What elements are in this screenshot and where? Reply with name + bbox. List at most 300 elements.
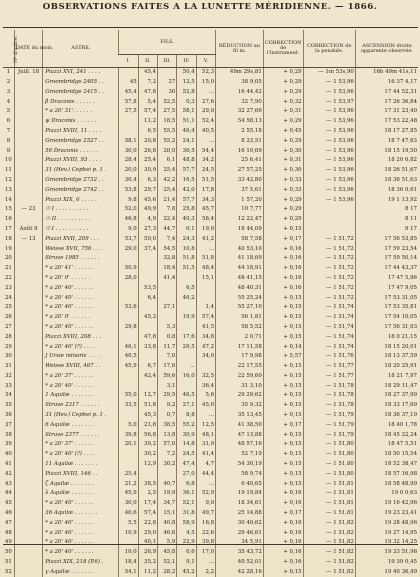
row-correction-pendule: — 1 51,81 [303,509,355,519]
row-fil-4: 19,9 [177,313,196,323]
row-fil-4: 17,6 [177,333,196,343]
row-date [14,254,42,264]
row-correction-instrument: + 0,33 [263,186,303,196]
row-number: 12 [3,176,14,186]
row-correction-instrument: + 0,29 [263,68,303,78]
row-astre: Groombridge 2415 . . [43,88,119,98]
row-fil-2: 11,2 [138,117,157,127]
row-astre: Groombridge 2527 . . [43,137,119,147]
row-reduction: 58 7,58 [216,235,264,245]
row-fil-4: 31,8 [177,509,196,519]
row-ascension: 19 0 0,63 [355,489,418,499]
row-reduction: 58 5,52 [216,323,264,333]
row-ascension: 17 53 35,81 [355,303,418,313]
row-fil-5: ... [196,244,215,254]
row-correction-instrument: + 0,15 [263,411,303,421]
row-ascension: 17 47 9,05 [355,284,418,294]
row-date [14,450,42,460]
row-number: 22 [3,274,14,284]
row-fil-4: 40,3 [177,215,196,225]
row-fil-3: 55,5 [158,127,177,137]
row-correction-instrument: + 0,17 [263,509,303,519]
row-astre: ☉ I . . . . . . . . . . [43,225,119,235]
row-fil-2 [138,254,157,264]
row-fil-3: 7,2 [158,450,177,460]
row-number: 38 [3,430,14,440]
row-reduction: 56 1,81 [216,313,264,323]
row-fil-1 [119,254,138,264]
row-fil-1: 52,0 [119,205,138,215]
row-correction-pendule: — 1 51,82 [303,568,355,577]
row-fil-1: 45 [119,78,138,88]
row-number: 8 [3,137,14,147]
row-fil-2: 53,5 [138,284,157,294]
row-correction-pendule: — 1 51,72 [303,235,355,245]
row-fil-4 [177,323,196,333]
row-fil-3: 28,2 [158,568,177,577]
row-fil-5: 24,5 [196,166,215,176]
row-number: 19 [3,244,14,254]
row-fil-3 [158,293,177,303]
row-fil-1: 53,7 [119,235,138,245]
row-astre: * a 20' 40' . . . . . . [43,528,119,538]
row-correction-pendule: — 1 53,96 [303,176,355,186]
row-correction-instrument: + 0,15 [263,401,303,411]
header-ascension: ASCENSION droite apparente observée. [355,30,418,68]
row-fil-4: 46,5 [177,391,196,401]
row-fil-1: 40,6 [119,509,138,519]
row-astre: * a 20' 40' . . . . . . [43,499,119,509]
row-number: 21 [3,264,14,274]
row-correction-pendule: — 1 51,72 [303,293,355,303]
row-correction-instrument: + 5,57 [263,352,303,362]
row-ascension: 19 28 48,96 [355,519,418,529]
row-fil-1: 5,5 [119,519,138,529]
row-fil-2: 37,4 [138,244,157,254]
table-row [3,333,418,343]
row-fil-4: 30,9 [177,430,196,440]
row-correction-pendule [303,215,355,225]
row-correction-instrument: + 0,16 [263,284,303,294]
row-reduction: 49m 29s,81 [216,68,264,78]
row-ascension: 19 16 42,96 [355,499,418,509]
row-reduction: 48 57,16 [216,440,264,450]
header-astre: ASTRE. [43,30,119,68]
table-row [3,470,418,480]
row-fil-3: 30 [158,88,177,98]
row-date [14,137,42,147]
row-fil-2 [138,264,157,274]
row-correction-pendule: — 1 51,74 [303,313,355,323]
row-fil-5: 41,5 [196,323,215,333]
row-date [14,568,42,577]
row-astre: Piazzi XVIII, 11 . . . . [43,127,119,137]
row-fil-1: 30,4 [119,176,138,186]
row-date [14,293,42,303]
row-fil-3: 34,7 [158,499,177,509]
row-ascension: 17 44 52,31 [355,88,418,98]
row-number: 17 [3,225,14,235]
row-date [14,362,42,372]
table-row [3,558,418,568]
row-astre: Groombridge 2732 . . [43,176,119,186]
row-fil-5: 19,0 [196,225,215,235]
row-correction-instrument: + 0,30 [263,146,303,156]
table-row [3,323,418,333]
row-fil-4: 0,3 [177,97,196,107]
row-reduction: 37 5,61 [216,186,264,196]
row-fil-3: 7,0 [158,352,177,362]
row-date [14,166,42,176]
row-correction-instrument: + 0,16 [263,499,303,509]
row-fil-3: 5,3 [158,323,177,333]
row-fil-4 [177,303,196,313]
row-correction-pendule: — 1 51,72 [303,274,355,284]
row-fil-2: 50,0 [138,235,157,245]
row-fil-1 [119,284,138,294]
row-fil-4: 8,8 [177,411,196,421]
row-astre: * a 20' 40' . . . . . . [43,284,119,294]
row-fil-5: 29,0 [196,107,215,117]
row-number: 42 [3,470,14,480]
row-fil-2: 47,8 [138,88,157,98]
row-correction-pendule: — 1 53,96 [303,156,355,166]
row-ascension: 18 26 51,67 [355,166,418,176]
row-fil-1 [119,460,138,470]
row-fil-2 [138,382,157,392]
row-reduction: 12 22,47 [216,215,264,225]
row-date [14,264,42,274]
row-reduction: 16 10,69 [216,146,264,156]
row-correction-instrument: + 0,15 [263,303,303,313]
table-row [3,352,418,362]
table-row [3,391,418,401]
row-astre: * a 20' 40' . . . . . . [43,323,119,333]
row-correction-instrument: + 0,16 [263,558,303,568]
row-correction-instrument: + 0,16 [263,548,303,558]
row-date [14,176,42,186]
row-fil-2: 6,5 [138,127,157,137]
row-fil-4: 16,0 [177,372,196,382]
row-fil-2: 21,8 [138,421,157,431]
row-correction-pendule: — 1 51,80 [303,470,355,480]
row-fil-5: 1,4 [196,303,215,313]
row-correction-pendule: — 1 53,96 [303,117,355,127]
row-fil-5: 34,2 [196,156,215,166]
row-number: 25 [3,303,14,313]
header-number: Nº d'ordre. [3,30,14,68]
row-fil-5: ... [196,479,215,489]
row-fil-1: 53,6 [119,303,138,313]
row-ascension: 9 17 [355,225,418,235]
row-fil-4: 0,1 [177,225,196,235]
table-row [3,127,418,137]
row-fil-2: 5,4 [138,97,157,107]
row-astre: * a 20' 40' (?) . . . . [43,342,119,352]
header-correction-pendule: CORRECTION de la pendule. [303,30,355,68]
row-date [14,548,42,558]
row-correction-instrument: + 0,15 [263,430,303,440]
row-ascension: 16 37 4,17 [355,78,418,88]
table-row [3,186,418,196]
row-fil-3: 32,8 [158,254,177,264]
row-fil-5: 52,9 [196,489,215,499]
row-number: 5 [3,107,14,117]
row-correction-instrument: + 0,15 [263,333,303,343]
row-reduction: 44 18,91 [216,264,264,274]
row-fil-2: 47,8 [138,333,157,343]
row-reduction: 35 43,72 [216,548,264,558]
row-reduction: 2 55,18 [216,127,264,137]
table-row [3,362,418,372]
row-fil-2: 45,3 [138,411,157,421]
row-fil-4: 12,5 [177,78,196,88]
table-row [3,117,418,127]
row-correction-instrument: + 0,16 [263,528,303,538]
header-fil-5: V. [196,55,215,68]
row-reduction: 54 58,13 [216,117,264,127]
row-fil-2: 11,2 [138,568,157,577]
row-correction-instrument: + 0,15 [263,460,303,470]
row-fil-3: 17,6 [158,362,177,372]
row-number: 16 [3,215,14,225]
table-row [3,146,418,156]
row-number: 33 [3,382,14,392]
row-fil-2: 22,8 [138,519,157,529]
row-fil-4: 10,8 [177,244,196,254]
row-correction-pendule: — 1 51,72 [303,244,355,254]
row-fil-5: 58,4 [196,215,215,225]
row-correction-pendule: — 1 51,82 [303,528,355,538]
row-fil-5: ... [196,88,215,98]
row-fil-1 [119,127,138,137]
row-correction-instrument: + 0,15 [263,323,303,333]
row-astre: ☉ I . . . . . . . . . . [43,205,119,215]
row-fil-2: 7,2 [138,78,157,88]
row-ascension: 18 15 19,50 [355,146,418,156]
row-number: 50 [3,548,14,558]
table-row [3,382,418,392]
row-correction-instrument: + 0,15 [263,450,303,460]
row-ascension: 16h 49m 41s,11 [355,68,418,78]
row-date: Août 9 [14,225,42,235]
row-date [14,323,42,333]
row-fil-3: 5,9 [158,538,177,548]
row-reduction: 32 27,66 [216,107,264,117]
row-astre: Piazzi XVI, 241 . . . . [43,68,119,78]
row-fil-1 [119,68,138,78]
row-fil-1 [119,450,138,460]
row-astre: Piazzi XVII, 209 . . . [43,235,119,245]
row-number: 6 [3,117,14,127]
row-correction-pendule: — 1 51,77 [303,372,355,382]
row-reduction: 18 44,09 [216,225,264,235]
row-fil-3: 9,2 [158,401,177,411]
row-fil-2: 26,8 [138,146,157,156]
row-fil-4: 6,8 [177,479,196,489]
row-fil-2: 26,9 [138,548,157,558]
row-fil-5: 51,8 [196,254,215,264]
row-fil-4: 0,6 [177,548,196,558]
table-row [3,68,418,78]
row-fil-2 [138,470,157,480]
row-date [14,382,42,392]
row-fil-3: 46,6 [158,528,177,538]
row-fil-3: 29,5 [158,391,177,401]
row-correction-pendule [303,205,355,215]
row-ascension: 18 33 17,69 [355,401,418,411]
row-number: 31 [3,362,14,372]
row-astre: Struve 2317 . . . . . . [43,401,119,411]
row-correction-pendule: — 1 51,79 [303,430,355,440]
row-ascension: 18 17 27,85 [355,127,418,137]
row-astre: 36 Aquilæ . . . . . . . [43,509,119,519]
table-row [3,411,418,421]
row-correction-instrument: + 0,16 [263,264,303,274]
row-ascension: 19 1 13,92 [355,195,418,205]
row-fil-2: 39,2 [138,440,157,450]
row-fil-1: 45,4 [119,88,138,98]
row-fil-1: 45,9 [119,362,138,372]
row-correction-pendule: — 1 53,96 [303,127,355,137]
row-number: 48 [3,528,14,538]
row-correction-instrument: + 0,15 [263,382,303,392]
row-fil-3: 52,1 [158,558,177,568]
row-fil-5: 48,4 [196,264,215,274]
row-fil-5: 5,6 [196,391,215,401]
row-fil-3: 11,7 [158,342,177,352]
row-fil-3: 38,5 [158,421,177,431]
row-fil-5: 32,5 [196,372,215,382]
row-reduction: 29 29,62 [216,391,264,401]
row-number: 44 [3,489,14,499]
table-row [3,284,418,294]
row-date [14,244,42,254]
table-row [3,264,418,274]
row-number: 47 [3,519,14,529]
row-fil-4: 25,8 [177,205,196,215]
row-number: 52 [3,568,14,577]
row-fil-5: 9,0 [196,499,215,509]
row-fil-3: 0,7 [158,411,177,421]
row-fil-2: 17,4 [138,499,157,509]
row-astre: Weisse XVII, 756 . . . [43,244,119,254]
row-date [14,284,42,294]
row-fil-4: 27,0 [177,470,196,480]
row-fil-2: 40,1 [138,538,157,548]
row-reduction: 41 18,69 [216,254,264,264]
row-ascension: 17 53 22,48 [355,117,418,127]
row-ascension: 17 47 5,86 [355,274,418,284]
row-number: 18 [3,235,14,245]
row-correction-pendule: — 1 51,78 [303,382,355,392]
row-reduction: 58 9,74 [216,470,264,480]
row-astre: * a 20' 40' . . . . . . [43,382,119,392]
row-number: 43 [3,479,14,489]
row-correction-instrument: + 0,15 [263,225,303,235]
row-ascension: 18 21 7,97 [355,372,418,382]
row-fil-2 [138,323,157,333]
row-number: 28 [3,333,14,343]
row-date [14,215,42,225]
row-fil-4: 42,0 [177,186,196,196]
row-astre: J Ursæ minoris . . . . [43,352,119,362]
table-row [3,401,418,411]
row-fil-3 [158,68,177,78]
row-fil-4 [177,352,196,362]
row-reduction: 27 57,25 [216,166,264,176]
table-row [3,479,418,489]
row-fil-1: 5,0 [119,421,138,431]
observations-table [3,30,418,577]
row-date [14,342,42,352]
row-astre: Piazzi XVIII, 208 . . . [43,333,119,343]
row-date [14,156,42,166]
row-fil-1: 29,8 [119,323,138,333]
row-fil-3 [158,470,177,480]
row-fil-1: 55,0 [119,391,138,401]
row-correction-instrument: + 0,15 [263,372,303,382]
table-row [3,254,418,264]
row-ascension: 17 54 10,05 [355,313,418,323]
table-row [3,88,418,98]
row-number: 29 [3,342,14,352]
row-fil-5: 52,3 [196,68,215,78]
row-correction-instrument: + 0,16 [263,519,303,529]
row-correction-pendule: — 1 51,82 [303,519,355,529]
row-astre: * a 20' 40' . . . . . . [43,538,119,548]
row-astre: Weisse XVIII, 467 . . [43,362,119,372]
table-row [3,215,418,225]
row-fil-2: 56,8 [138,430,157,440]
row-fil-3: 0,8 [158,333,177,343]
row-number: 45 [3,499,14,509]
row-fil-5: 31,9 [196,440,215,450]
row-astre: * a 20' 40' . . . . . . [43,303,119,313]
row-fil-3: 30,2 [158,460,177,470]
row-reduction: 17 9,98 [216,352,264,362]
row-date [14,391,42,401]
row-fil-4: 58,1 [177,107,196,117]
row-reduction: 0 40,65 [216,479,264,489]
row-fil-5: 17,8 [196,186,215,196]
row-fil-3: 52,5 [158,97,177,107]
row-ascension: 17 56 31,93 [355,323,418,333]
row-reduction: 55 25,24 [216,293,264,303]
table-row [3,528,418,538]
row-fil-3 [158,284,177,294]
row-fil-2: 6,7 [138,362,157,372]
row-correction-pendule: — 1m 53s,90 [303,68,355,78]
row-fil-5: ... [196,411,215,421]
row-fil-2: 45,2 [138,313,157,323]
row-fil-1: 58,1 [119,137,138,147]
row-fil-5: 40,5 [196,127,215,137]
table-row [3,293,418,303]
row-fil-3: 25,4 [158,166,177,176]
row-fil-3: 40,8 [158,519,177,529]
row-fil-3: 7,4 [158,235,177,245]
row-correction-pendule: — 1 51,76 [303,352,355,362]
row-fil-3: 42,2 [158,176,177,186]
row-fil-3 [158,313,177,323]
row-fil-4: 46,4 [177,127,196,137]
row-correction-instrument: + 0,16 [263,538,303,548]
row-fil-5: 36,4 [196,382,215,392]
row-correction-pendule: — 1 51,78 [303,401,355,411]
header-date: DATE du mois. [14,30,42,68]
row-date: Juill. 18 [14,68,42,78]
